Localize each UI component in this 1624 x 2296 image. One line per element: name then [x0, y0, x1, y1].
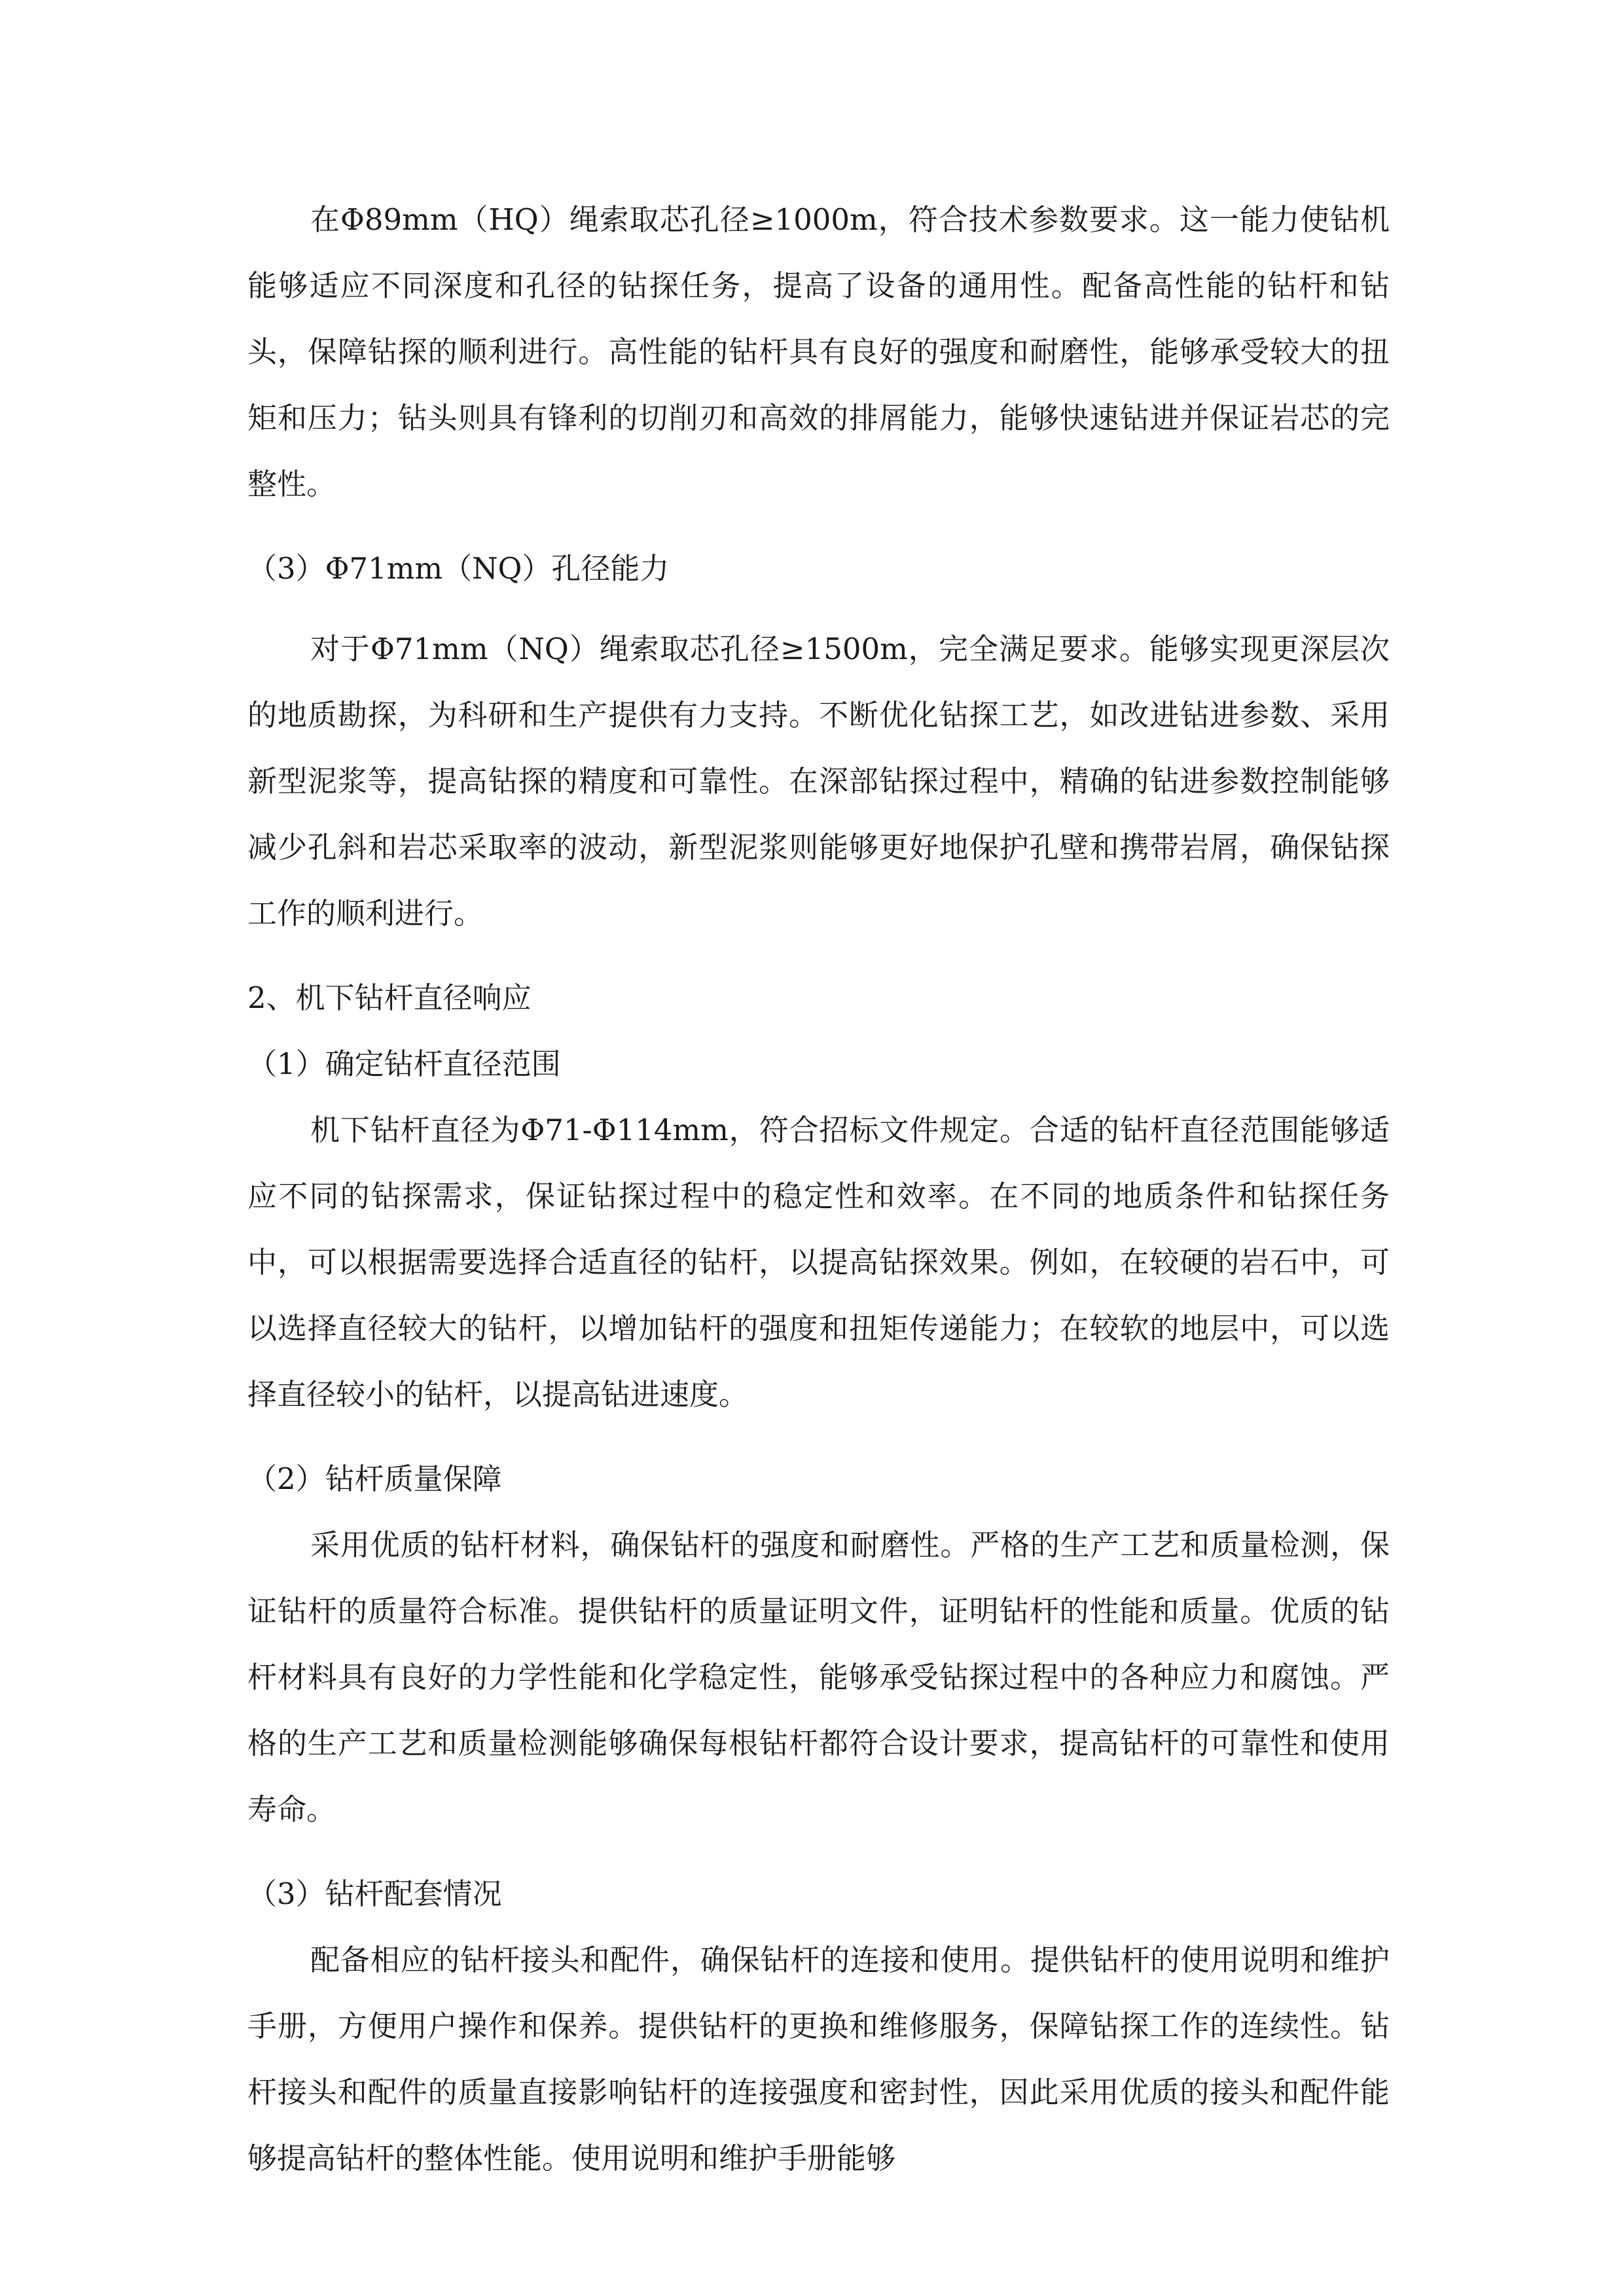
paragraph-diameter-range: 机下钻杆直径为Φ71-Φ114mm，符合招标文件规定。合适的钻杆直径范围能够适应不同的钻探需求，保证钻探过程中的稳定性和效率。在不同的地质条件和钻探任务中，可以根据需要选择合适直径的钻杆，以提高钻探效果。例如，在较硬的岩石中，可以选择直径较大的钻杆，以增加钻杆的强度和扭矩传递能力；在较软的地层中，可以选择直径较小的钻杆，以提高钻进速度。 [247, 1113, 1390, 1412]
heading-rod-quality: （2）钻杆质量保障 [247, 1462, 502, 1496]
paragraph-rod-accessories: 配备相应的钻杆接头和配件，确保钻杆的连接和使用。提供钻杆的使用说明和维护手册，方便用户操作和保养。提供钻杆的更换和维修服务，保障钻探工作的连续性。钻杆接头和配件的质量直接影响钻杆的连接强度和密封性，因此采用优质的接头和配件能够提高钻杆的整体性能。使用说明和维护手册能够 [247, 1943, 1390, 2176]
heading-rod-accessories: （3）钻杆配套情况 [247, 1876, 502, 1911]
paragraph-hq-capability: 在Φ89mm（HQ）绳索取芯孔径≥1000m，符合技术参数要求。这一能力使钻机能够适应不同深度和孔径的钻探任务，提高了设备的通用性。配备高性能的钻杆和钻头，保障钻探的顺利进行。高性能的钻杆具有良好的强度和耐磨性，能够承受较大的扭矩和压力；钻头则具有锋利的切削刃和高效的排屑能力，能够快速钻进并保证岩芯的完整性。 [247, 202, 1390, 501]
heading-drill-rod-diameter: 2、机下钻杆直径响应 [247, 980, 532, 1015]
heading-diameter-range: （1）确定钻杆直径范围 [247, 1047, 561, 1081]
heading-nq-capability: （3）Φ71mm（NQ）孔径能力 [247, 551, 670, 586]
paragraph-rod-quality: 采用优质的钻杆材料，确保钻杆的强度和耐磨性。严格的生产工艺和质量检测，保证钻杆的质量符合标准。提供钻杆的质量证明文件，证明钻杆的性能和质量。优质的钻杆材料具有良好的力学性能和化学稳定性，能够承受钻探过程中的各种应力和腐蚀。严格的生产工艺和质量检测能够确保每根钻杆都符合设计要求，提高钻杆的可靠性和使用寿命。 [247, 1528, 1390, 1827]
paragraph-nq-capability: 对于Φ71mm（NQ）绳索取芯孔径≥1500m，完全满足要求。能够实现更深层次的地质勘探，为科研和生产提供有力支持。不断优化钻探工艺，如改进钻进参数、采用新型泥浆等，提高钻探的精度和可靠性。在深部钻探过程中，精确的钻进参数控制能够减少孔斜和岩芯采取率的波动，新型泥浆则能够更好地保护孔壁和携带岩屑，确保钻探工作的顺利进行。 [247, 632, 1390, 931]
document-page [247, 187, 1390, 2191]
